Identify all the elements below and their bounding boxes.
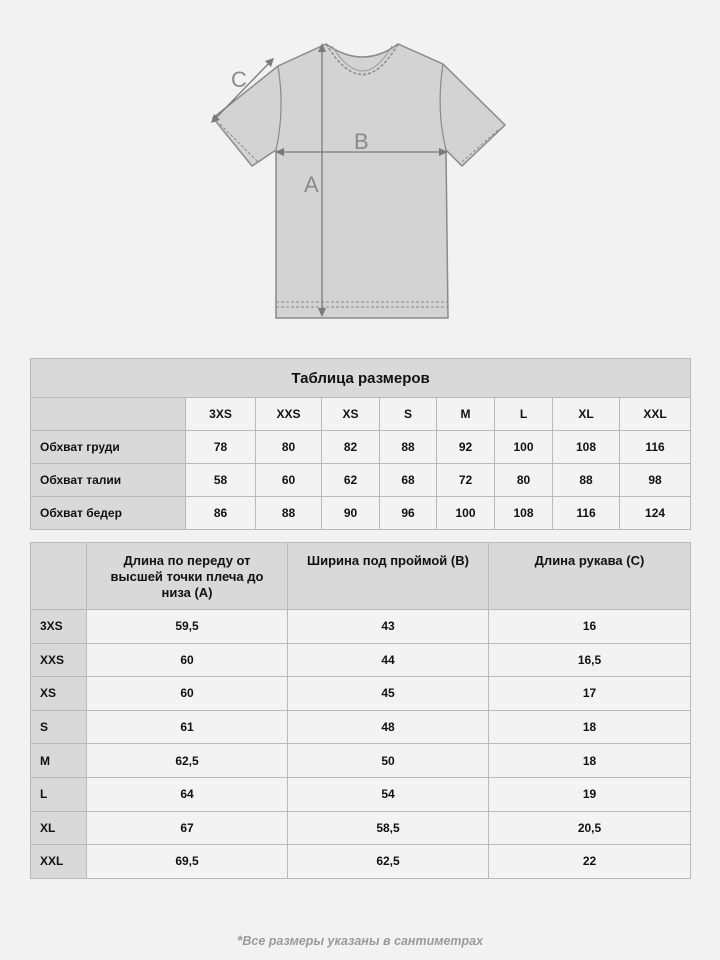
size-header-m: M bbox=[437, 398, 495, 431]
table-cell: 116 bbox=[553, 497, 620, 530]
table-cell: 116 bbox=[620, 431, 691, 464]
footnote bbox=[0, 932, 720, 948]
label-c: C bbox=[231, 67, 247, 92]
table-cell: 82 bbox=[322, 431, 380, 464]
table-cell: 78 bbox=[186, 431, 256, 464]
table-cell: 60 bbox=[87, 677, 288, 711]
table-cell: 80 bbox=[495, 464, 553, 497]
row-label: XXL bbox=[31, 845, 87, 879]
table-row bbox=[31, 811, 691, 845]
header-sleeve-c: Длина рукава (C) bbox=[489, 543, 691, 610]
table-cell: 100 bbox=[437, 497, 495, 530]
measure-header-row bbox=[31, 543, 691, 610]
table-row bbox=[31, 710, 691, 744]
table-cell: 18 bbox=[489, 710, 691, 744]
table-row bbox=[31, 464, 691, 497]
table-cell: 80 bbox=[256, 431, 322, 464]
row-label: S bbox=[31, 710, 87, 744]
table-cell: 16,5 bbox=[489, 643, 691, 677]
row-label: M bbox=[31, 744, 87, 778]
table-cell: 72 bbox=[437, 464, 495, 497]
tshirt-svg bbox=[0, 0, 720, 340]
table-cell: 60 bbox=[87, 643, 288, 677]
table-cell: 98 bbox=[620, 464, 691, 497]
table-row bbox=[31, 497, 691, 530]
table-row bbox=[31, 677, 691, 711]
table-cell: 50 bbox=[288, 744, 489, 778]
footnote-text: Все размеры указаны в сантиметрах bbox=[242, 934, 484, 948]
table-row bbox=[31, 777, 691, 811]
row-label: Обхват талии bbox=[31, 464, 186, 497]
table-cell: 100 bbox=[495, 431, 553, 464]
measure-header-corner bbox=[31, 543, 87, 610]
measure-table bbox=[30, 542, 691, 879]
table-cell: 60 bbox=[256, 464, 322, 497]
size-header-xl: XL bbox=[553, 398, 620, 431]
table-cell: 44 bbox=[288, 643, 489, 677]
size-header-s: S bbox=[380, 398, 437, 431]
table-cell: 58,5 bbox=[288, 811, 489, 845]
table-cell: 54 bbox=[288, 777, 489, 811]
label-b: B bbox=[354, 129, 369, 154]
size-header-xxs: XXS bbox=[256, 398, 322, 431]
table-cell: 88 bbox=[380, 431, 437, 464]
table-cell: 108 bbox=[553, 431, 620, 464]
table-cell: 88 bbox=[553, 464, 620, 497]
table-cell: 62,5 bbox=[87, 744, 288, 778]
label-a: A bbox=[304, 172, 319, 197]
footnote-star: * bbox=[236, 932, 243, 948]
table-cell: 96 bbox=[380, 497, 437, 530]
row-label: 3XS bbox=[31, 610, 87, 644]
table-cell: 48 bbox=[288, 710, 489, 744]
row-label: Обхват бедер bbox=[31, 497, 186, 530]
table-cell: 16 bbox=[489, 610, 691, 644]
tshirt-diagram bbox=[0, 0, 720, 340]
table-cell: 62,5 bbox=[288, 845, 489, 879]
size-header-row bbox=[31, 398, 691, 431]
table-cell: 43 bbox=[288, 610, 489, 644]
size-table-title: Таблица размеров bbox=[31, 359, 691, 398]
table-cell: 124 bbox=[620, 497, 691, 530]
table-cell: 67 bbox=[87, 811, 288, 845]
table-cell: 61 bbox=[87, 710, 288, 744]
row-label: Обхват груди bbox=[31, 431, 186, 464]
table-cell: 59,5 bbox=[87, 610, 288, 644]
tshirt-outline bbox=[213, 44, 505, 318]
size-header-xs: XS bbox=[322, 398, 380, 431]
size-header-corner bbox=[31, 398, 186, 431]
table-cell: 88 bbox=[256, 497, 322, 530]
table-row bbox=[31, 643, 691, 677]
size-header-l: L bbox=[495, 398, 553, 431]
size-table bbox=[30, 358, 691, 530]
table-cell: 69,5 bbox=[87, 845, 288, 879]
table-cell: 19 bbox=[489, 777, 691, 811]
table-cell: 62 bbox=[322, 464, 380, 497]
table-cell: 92 bbox=[437, 431, 495, 464]
table-cell: 58 bbox=[186, 464, 256, 497]
size-header-xxl: XXL bbox=[620, 398, 691, 431]
table-cell: 18 bbox=[489, 744, 691, 778]
table-cell: 86 bbox=[186, 497, 256, 530]
table-cell: 90 bbox=[322, 497, 380, 530]
table-row bbox=[31, 431, 691, 464]
row-label: XL bbox=[31, 811, 87, 845]
table-cell: 20,5 bbox=[489, 811, 691, 845]
row-label: XS bbox=[31, 677, 87, 711]
table-cell: 64 bbox=[87, 777, 288, 811]
table-cell: 22 bbox=[489, 845, 691, 879]
table-row bbox=[31, 744, 691, 778]
size-header-3xs: 3XS bbox=[186, 398, 256, 431]
header-width-b: Ширина под проймой (B) bbox=[288, 543, 489, 610]
table-cell: 108 bbox=[495, 497, 553, 530]
table-row bbox=[31, 845, 691, 879]
header-length-a: Длина по переду от высшей точки плеча до низа (A) bbox=[87, 543, 288, 610]
table-row bbox=[31, 610, 691, 644]
table-cell: 17 bbox=[489, 677, 691, 711]
table-cell: 45 bbox=[288, 677, 489, 711]
table-cell: 68 bbox=[380, 464, 437, 497]
row-label: L bbox=[31, 777, 87, 811]
row-label: XXS bbox=[31, 643, 87, 677]
